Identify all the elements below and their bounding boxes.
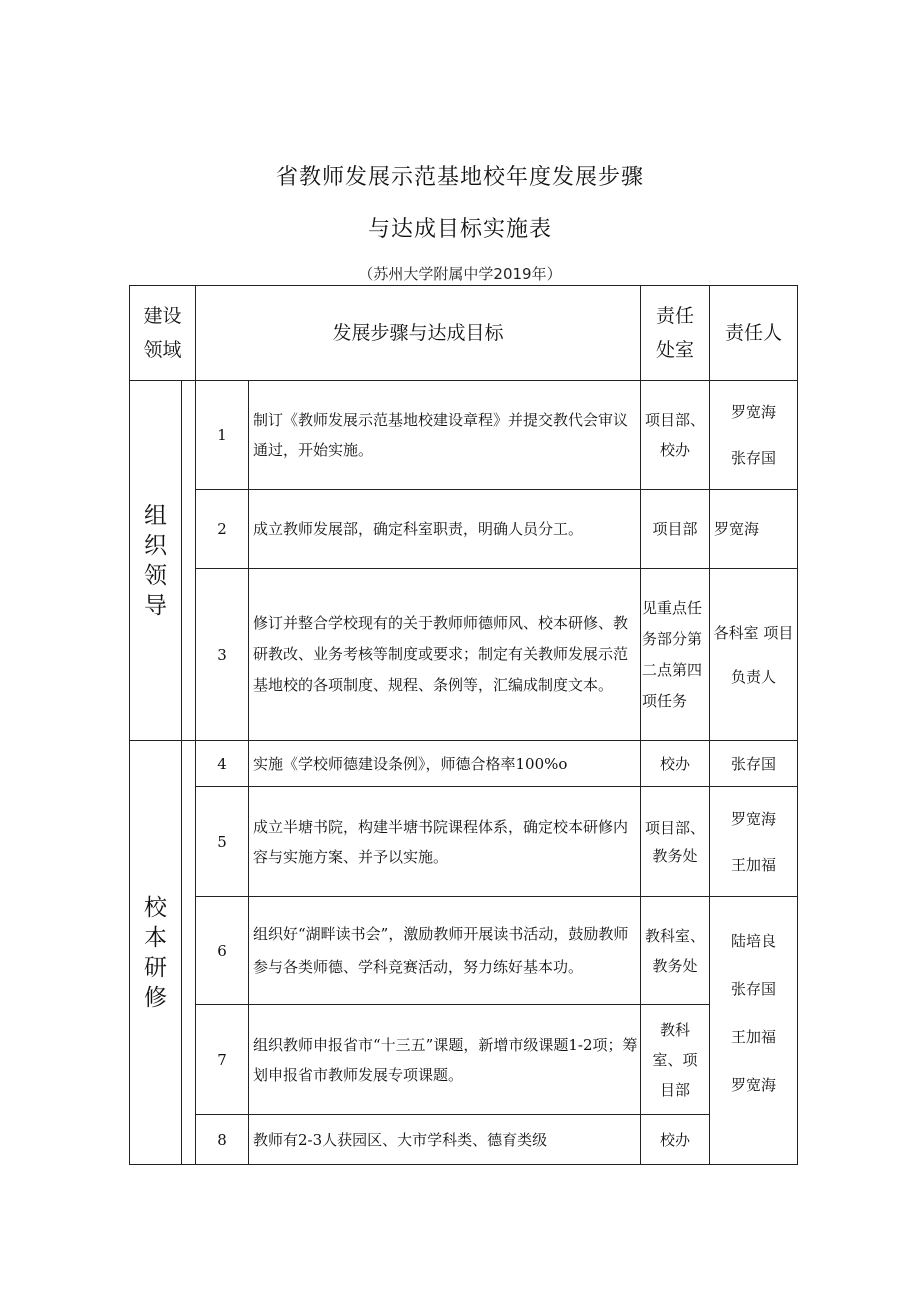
row-person: 各科室 项目负责人: [713, 623, 794, 686]
row-office: 项目部: [652, 520, 698, 538]
row-number: 8: [217, 1130, 227, 1149]
row-number: 6: [217, 941, 227, 960]
row-person: 张存国: [730, 754, 776, 773]
row-text: 教师有2-3人获园区、大市学科类、德育类级: [253, 1130, 548, 1149]
doc-subtitle: （苏州大学附属中学2019年）: [358, 265, 562, 283]
row-number: 4: [217, 754, 227, 773]
row-person: 罗宽海 王加福: [730, 809, 776, 874]
row-office: 项目部、教务处: [645, 818, 706, 865]
row-person-merged: 陆培良 张存国 王加福 罗宽海: [730, 932, 776, 1094]
row-office: 教科室、项目部: [652, 1020, 698, 1099]
row-number: 3: [217, 645, 227, 664]
row-office: 校办: [659, 754, 690, 773]
row-office: 校办: [659, 1130, 690, 1149]
doc-title-line1: 省教师发展示范基地校年度发展步骤: [275, 165, 644, 190]
domain-org: 组织领导: [144, 502, 167, 619]
row-number: 1: [217, 426, 227, 444]
row-person: 罗宽海 张存国: [730, 403, 776, 467]
header-domain: 建设领域: [143, 305, 182, 361]
row-text: 成立半塘书院，构建半塘书院课程体系，确定校本研修内容与实施方案、并予以实施。: [253, 817, 629, 866]
row-number: 5: [217, 832, 227, 851]
row-text: 实施《学校师德建设条例》，师德合格率100%o: [253, 754, 568, 773]
row-text: 制订《教师发展示范基地校建设章程》并提交教代会审议通过，开始实施。: [253, 411, 629, 459]
row-text: 成立教师发展部，确定科室职责，明确人员分工。: [253, 520, 584, 538]
row-number: 7: [217, 1050, 227, 1069]
domain-research: 校本研修: [144, 894, 167, 1011]
row-office: 教科室、教务处: [644, 926, 705, 975]
row-office: 项目部、校办: [645, 411, 706, 459]
row-text: 修订并整合学校现有的关于教师师德师风、校本研修、教研教改、业务考核等制度或要求；制定有关教师发展示范基地校的各项制度、规程、条例等，汇编成制度文本。: [253, 614, 629, 694]
doc-title-line2: 与达成目标实施表: [367, 217, 552, 242]
row-number: 2: [217, 520, 227, 538]
row-person: 罗宽海: [714, 520, 760, 538]
header-person: 责任人: [724, 322, 782, 344]
row-text: 组织教师申报省市“十三五”课题，新增市级课题1-2项；筹划申报省市教师发展专项课题。: [253, 1035, 638, 1084]
header-steps: 发展步骤与达成目标: [332, 322, 504, 344]
header-office: 责任处室: [655, 305, 694, 361]
row-text: 组织好“湖畔读书会”，激励教师开展读书活动，鼓励教师参与各类师德、学科竞赛活动，努力练好基本功。: [253, 924, 629, 976]
row-office: 见重点任务部分第二点第四项任务: [642, 598, 703, 710]
